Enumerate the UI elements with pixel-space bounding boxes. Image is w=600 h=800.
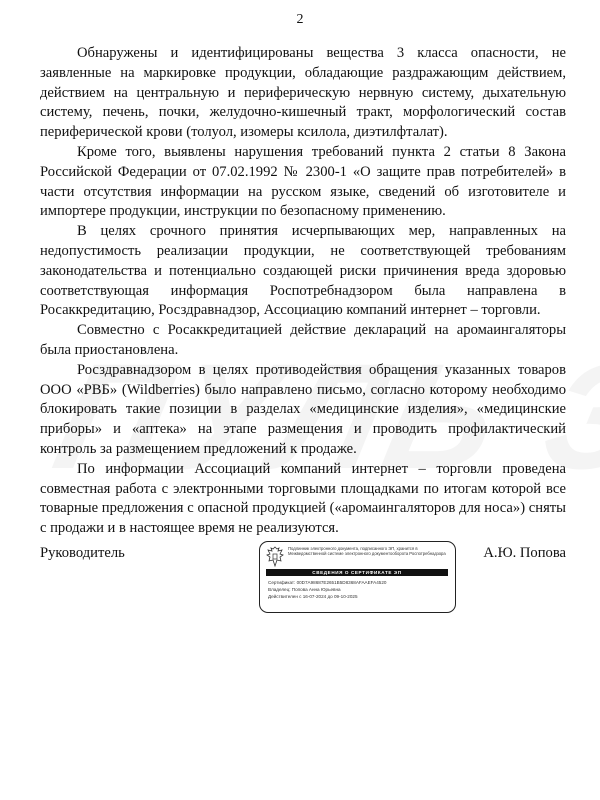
signer-name: А.Ю. Попова	[483, 545, 566, 561]
letter-body	[40, 44, 566, 539]
certificate-owner: Владелец: Попова Анна Юрьевна	[268, 587, 341, 592]
coat-of-arms-icon	[266, 546, 284, 568]
certificate-validity: Действителен с 16-07-2024 до 09-10-2025	[268, 594, 358, 599]
paragraph-substances: Обнаружены и идентифицированы вещества 3 класса опасности, не заявленные на маркировке продукции, обладающие раздражающим действием, действием на центральную и периферическую нервную систему, дыхательную систему, печень, почки, желудочно-кишечный тракт, морфологический состав периферической крови (толуол, изомеры ксилола, диэтилфталат).	[40, 45, 566, 141]
paragraph-measures: В целях срочного принятия исчерпывающих мер, направленных на недопустимость реализации продукции, не соответствующей требованиям законодательства и потенциально создающей риски причинения вреда здоровью соответствующая информация Роспотребнадзором была направлена в Росаккредитацию, Росздравнадзор, Ассоциацию компаний интернет – торговли.	[40, 223, 566, 319]
certificate-info	[268, 579, 450, 600]
stamp-header: СВЕДЕНИЯ О СЕРТИФИКАТЕ ЭП	[266, 569, 448, 576]
page-number: 2	[296, 12, 304, 27]
e-signature-stamp	[259, 541, 456, 613]
paragraph-declarations: Совместно с Росаккредитацией действие деклараций на аромаингаляторы была приостановлена.	[40, 322, 566, 358]
paragraph-association: По информации Ассоциаций компаний интернет – торговли проведена совместная работа с электронными торговыми площадками по итогам которой все товарные предложения с опасной продукцией («аромаингаляторов для носа») сняты с продажи и в настоящее время не реализуются.	[40, 460, 566, 537]
signer-position: Руководитель	[40, 545, 125, 561]
stamp-notice: Подлинник электронного документа, подписанного ЭП, хранится в Межведомственной системе электронного документооборота Роспотребнадзора	[288, 546, 446, 556]
paragraph-roszdravnadzor: Росздравнадзором в целях противодействия обращения указанных товаров ООО «РВБ» (Wildberries) было направлено письмо, согласно которому необходимо блокировать такие позиции в разделах «медицинские изделия», «медицинские приборы» и «аптека» на этапе размещения и проводить профилактический контроль за размещением предложений к продаже.	[40, 361, 566, 457]
certificate-number: Сертификат: 00D7A98687E2651B5D8368AFAAEFA4520	[268, 580, 387, 585]
paragraph-violations: Кроме того, выявлены нарушения требований пункта 2 статьи 8 Закона Российской Федерации от 07.02.1992 № 2300-1 «О защите прав потребителей» в части отсутствия информации на русском языке, сведений об изготовителе и импортере продукции, инструкции по безопасному применению.	[40, 143, 566, 220]
